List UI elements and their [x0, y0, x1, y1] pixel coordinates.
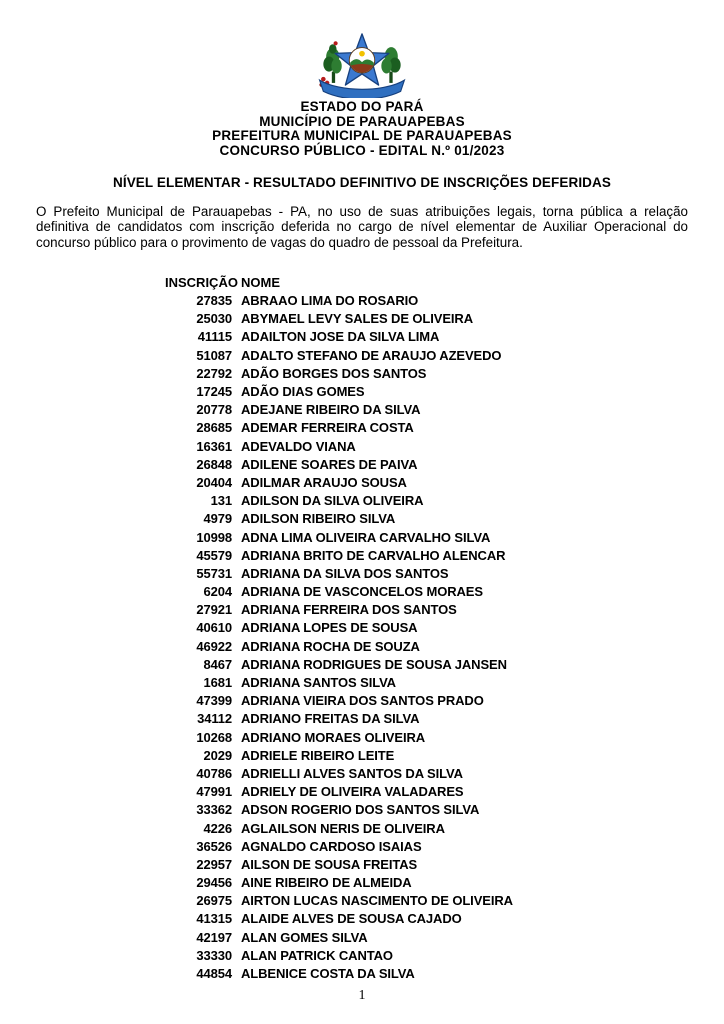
candidate-inscricao: 33330 — [196, 947, 232, 963]
candidate-nome: AINE RIBEIRO DE ALMEIDA — [241, 875, 412, 891]
candidate-inscricao: 55731 — [196, 565, 232, 581]
candidate-inscricao: 46922 — [196, 638, 232, 654]
candidate-nome: ADRIANA DE VASCONCELOS MORAES — [241, 584, 483, 600]
candidate-nome: ADEVALDO VIANA — [241, 438, 356, 454]
candidate-inscricao: 4226 — [203, 820, 232, 836]
candidate-row — [165, 657, 724, 675]
candidate-row — [165, 911, 724, 929]
candidate-row — [165, 711, 724, 729]
candidate-row — [165, 293, 724, 311]
candidate-inscricao: 44854 — [196, 966, 232, 982]
candidate-inscricao: 28685 — [196, 420, 232, 436]
candidate-inscricao: 41315 — [196, 911, 232, 927]
candidate-nome: ALAN GOMES SILVA — [241, 929, 368, 945]
candidate-inscricao: 25030 — [196, 311, 232, 327]
candidate-row — [165, 748, 724, 766]
candidate-nome: ADILSON DA SILVA OLIVEIRA — [241, 493, 424, 509]
candidate-table — [165, 275, 724, 984]
candidate-row — [165, 948, 724, 966]
candidate-inscricao: 26975 — [196, 893, 232, 909]
candidate-nome: AIRTON LUCAS NASCIMENTO DE OLIVEIRA — [241, 893, 513, 909]
candidate-inscricao: 29456 — [196, 875, 232, 891]
candidate-nome: ADILSON RIBEIRO SILVA — [241, 511, 396, 527]
candidate-inscricao: 1681 — [203, 675, 232, 691]
candidate-row — [165, 475, 724, 493]
candidate-nome: AGNALDO CARDOSO ISAIAS — [241, 838, 422, 854]
document-title: NÍVEL ELEMENTAR - RESULTADO DEFINITIVO DE INSCRIÇÕES DEFERIDAS — [113, 175, 611, 190]
candidate-row — [165, 802, 724, 820]
candidate-nome: ALAIDE ALVES DE SOUSA CAJADO — [241, 911, 462, 927]
candidate-inscricao: 47991 — [196, 784, 232, 800]
candidate-nome: ADRIANA DA SILVA DOS SANTOS — [241, 565, 449, 581]
candidate-nome: ADRIELE RIBEIRO LEITE — [241, 747, 395, 763]
candidate-inscricao: 36526 — [196, 838, 232, 854]
candidate-nome: ADRIANA RODRIGUES DE SOUSA JANSEN — [241, 656, 507, 672]
intro-paragraph: O Prefeito Municipal de Parauapebas - PA, no uso de suas atribuições legais, torna pública a relação definitiva de candidatos com inscrição deferida no cargo de nível elementar de Auxiliar Operacional do concurso público para o provimento de vagas do quadro de pessoal da Prefeitura. — [36, 204, 688, 250]
candidate-nome: ADÃO BORGES DOS SANTOS — [241, 365, 427, 381]
candidate-row — [165, 602, 724, 620]
candidate-nome: ALBENICE COSTA DA SILVA — [241, 966, 415, 982]
candidate-inscricao: 4979 — [203, 511, 232, 527]
candidate-row — [165, 893, 724, 911]
candidate-row — [165, 566, 724, 584]
candidate-row — [165, 730, 724, 748]
candidate-inscricao: 40786 — [196, 765, 232, 781]
header-state-line: ESTADO DO PARÁ — [300, 99, 424, 114]
candidate-row — [165, 311, 724, 329]
column-header-inscricao: INSCRIÇÃO — [165, 274, 238, 290]
candidate-inscricao: 40610 — [196, 620, 232, 636]
candidate-row — [165, 639, 724, 657]
candidate-nome: ADAILTON JOSE DA SILVA LIMA — [241, 329, 440, 345]
candidate-inscricao: 26848 — [196, 456, 232, 472]
candidate-inscricao: 34112 — [197, 711, 232, 727]
candidate-row — [165, 530, 724, 548]
candidate-inscricao: 6204 — [203, 584, 232, 600]
candidate-row — [165, 402, 724, 420]
candidate-nome: ADRIANA BRITO DE CARVALHO ALENCAR — [241, 547, 506, 563]
candidate-inscricao: 22957 — [196, 856, 232, 872]
candidate-nome: ADRIANO FREITAS DA SILVA — [241, 711, 420, 727]
candidate-nome: ADRIANA VIEIRA DOS SANTOS PRADO — [241, 693, 484, 709]
candidate-row — [165, 329, 724, 347]
candidate-inscricao: 2029 — [203, 747, 232, 763]
candidate-inscricao: 16361 — [196, 438, 232, 454]
candidate-inscricao: 8467 — [203, 656, 232, 672]
candidate-inscricao: 20404 — [196, 474, 232, 490]
column-header-nome: NOME — [241, 274, 280, 290]
candidate-row — [165, 857, 724, 875]
candidate-row — [165, 457, 724, 475]
candidate-nome: ABRAAO LIMA DO ROSARIO — [241, 293, 419, 309]
candidate-row — [165, 693, 724, 711]
candidate-row — [165, 348, 724, 366]
candidate-nome: ADÃO DIAS GOMES — [241, 384, 365, 400]
parauapebas-coat-of-arms-icon — [310, 32, 414, 98]
candidate-inscricao: 17245 — [196, 384, 232, 400]
candidate-row — [165, 493, 724, 511]
candidate-inscricao: 51087 — [196, 347, 232, 363]
header-municipio-line: MUNICÍPIO DE PARAUAPEBAS — [259, 113, 465, 129]
candidate-row — [165, 784, 724, 802]
header-prefeitura-line: PREFEITURA MUNICIPAL DE PARAUAPEBAS — [212, 128, 512, 143]
candidate-nome: AGLAILSON NERIS DE OLIVEIRA — [241, 820, 445, 836]
candidate-list — [165, 293, 724, 984]
candidate-inscricao: 20778 — [196, 402, 232, 418]
candidate-row — [165, 511, 724, 529]
candidate-inscricao: 131 — [210, 493, 232, 509]
header-edital-line: CONCURSO PÚBLICO - EDITAL N.º 01/2023 — [219, 142, 505, 158]
candidate-nome: ADILMAR ARAUJO SOUSA — [241, 474, 407, 490]
candidate-row — [165, 384, 724, 402]
candidate-row — [165, 439, 724, 457]
candidate-row — [165, 584, 724, 602]
candidate-row — [165, 620, 724, 638]
candidate-inscricao: 22792 — [196, 365, 232, 381]
candidate-nome: ADRIELY DE OLIVEIRA VALADARES — [241, 784, 464, 800]
candidate-nome: ADSON ROGERIO DOS SANTOS SILVA — [241, 802, 480, 818]
candidate-inscricao: 41115 — [197, 329, 232, 345]
candidate-nome: AILSON DE SOUSA FREITAS — [241, 856, 418, 872]
candidate-row — [165, 675, 724, 693]
candidate-row — [165, 366, 724, 384]
candidate-nome: ADRIANA FERREIRA DOS SANTOS — [241, 602, 457, 618]
candidate-inscricao: 27835 — [196, 293, 232, 309]
candidate-row — [165, 839, 724, 857]
candidate-row — [165, 966, 724, 984]
candidate-inscricao: 27921 — [196, 602, 232, 618]
candidate-nome: ALAN PATRICK CANTAO — [241, 947, 393, 963]
candidate-nome: ADEJANE RIBEIRO DA SILVA — [241, 402, 421, 418]
candidate-inscricao: 10998 — [196, 529, 232, 545]
candidate-row — [165, 930, 724, 948]
candidate-inscricao: 42197 — [196, 929, 232, 945]
candidate-inscricao: 33362 — [196, 802, 232, 818]
candidate-inscricao: 10268 — [196, 729, 232, 745]
candidate-table-header — [165, 275, 724, 293]
candidate-row — [165, 875, 724, 893]
candidate-nome: ADEMAR FERREIRA COSTA — [241, 420, 414, 436]
candidate-nome: ADRIANO MORAES OLIVEIRA — [241, 729, 426, 745]
candidate-nome: ADRIANA LOPES DE SOUSA — [241, 620, 418, 636]
candidate-nome: ABYMAEL LEVY SALES DE OLIVEIRA — [241, 311, 474, 327]
candidate-inscricao: 47399 — [196, 693, 232, 709]
candidate-nome: ADILENE SOARES DE PAIVA — [241, 456, 418, 472]
page-number: 1 — [358, 988, 366, 1003]
candidate-row — [165, 821, 724, 839]
government-header — [0, 100, 724, 158]
candidate-nome: ADNA LIMA OLIVEIRA CARVALHO SILVA — [241, 529, 491, 545]
candidate-inscricao: 45579 — [196, 547, 232, 563]
candidate-nome: ADRIANA SANTOS SILVA — [241, 675, 396, 691]
candidate-row — [165, 766, 724, 784]
candidate-nome: ADALTO STEFANO DE ARAUJO AZEVEDO — [241, 347, 502, 363]
candidate-nome: ADRIANA ROCHA DE SOUZA — [241, 638, 420, 654]
candidate-row — [165, 420, 724, 438]
candidate-row — [165, 548, 724, 566]
candidate-nome: ADRIELLI ALVES SANTOS DA SILVA — [241, 765, 463, 781]
